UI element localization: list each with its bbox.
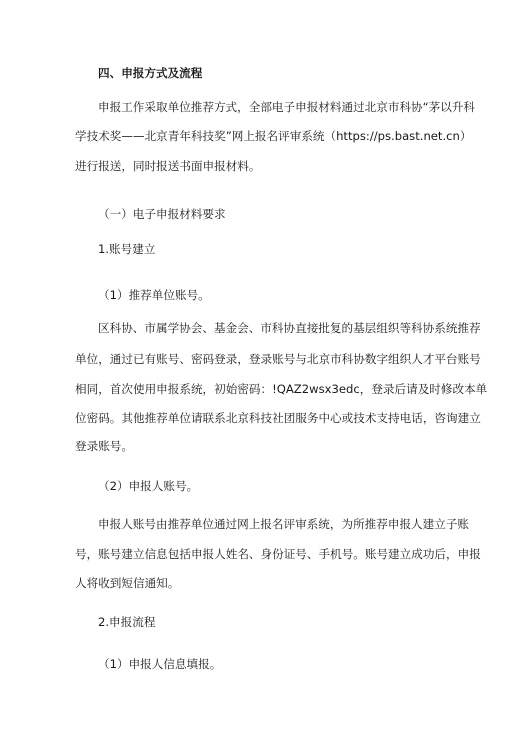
paragraph-3-line-1: 申报人账号由推荐单位通过网上报名评审系统，为所推荐申报人建立子账 bbox=[98, 517, 470, 531]
paragraph-2-line-3: 相同，首次使用申报系统，初始密码：!QAZ2wsx3edc，登录后请及时修改本单 bbox=[75, 382, 488, 396]
item-1-heading: 1.账号建立 bbox=[98, 242, 156, 256]
paragraph-1-line-2: 学技术奖——北京青年科技奖”网上报名评审系统（https://ps.bast.net.cn） bbox=[75, 129, 472, 143]
paragraph-2-line-1: 区科协、市属学协会、基金会、市科协直接批复的基层组织等科协系统推荐 bbox=[98, 321, 481, 335]
item-2-heading: 2.申报流程 bbox=[98, 615, 156, 629]
paragraph-1-line-1: 申报工作采取单位推荐方式，全部电子申报材料通过北京市科协“茅以升科 bbox=[98, 100, 476, 114]
item-1-1-heading: （1）推荐单位账号。 bbox=[98, 288, 210, 302]
section-heading: 四、申报方式及流程 bbox=[98, 66, 203, 80]
item-1-2-heading: （2）申报人账号。 bbox=[98, 479, 199, 493]
paragraph-3-line-3: 人将收到短信通知。 bbox=[75, 576, 180, 590]
paragraph-2-line-4: 位密码。其他推荐单位请联系北京科技社团服务中心或技术支持电话，咨询建立 bbox=[75, 411, 481, 425]
subsection-heading: （一）电子申报材料要求 bbox=[98, 207, 226, 221]
paragraph-2-line-5: 登录账号。 bbox=[75, 439, 133, 453]
paragraph-2-line-2: 单位，通过已有账号、密码登录，登录账号与北京市科协数字组织人才平台账号 bbox=[75, 352, 481, 366]
paragraph-1-line-3: 进行报送，同时报送书面申报材料。 bbox=[75, 159, 261, 173]
paragraph-3-line-2: 号，账号建立信息包括申报人姓名、身份证号、手机号。账号建立成功后，申报 bbox=[75, 547, 481, 561]
item-2-1-heading: （1）申报人信息填报。 bbox=[98, 657, 222, 671]
